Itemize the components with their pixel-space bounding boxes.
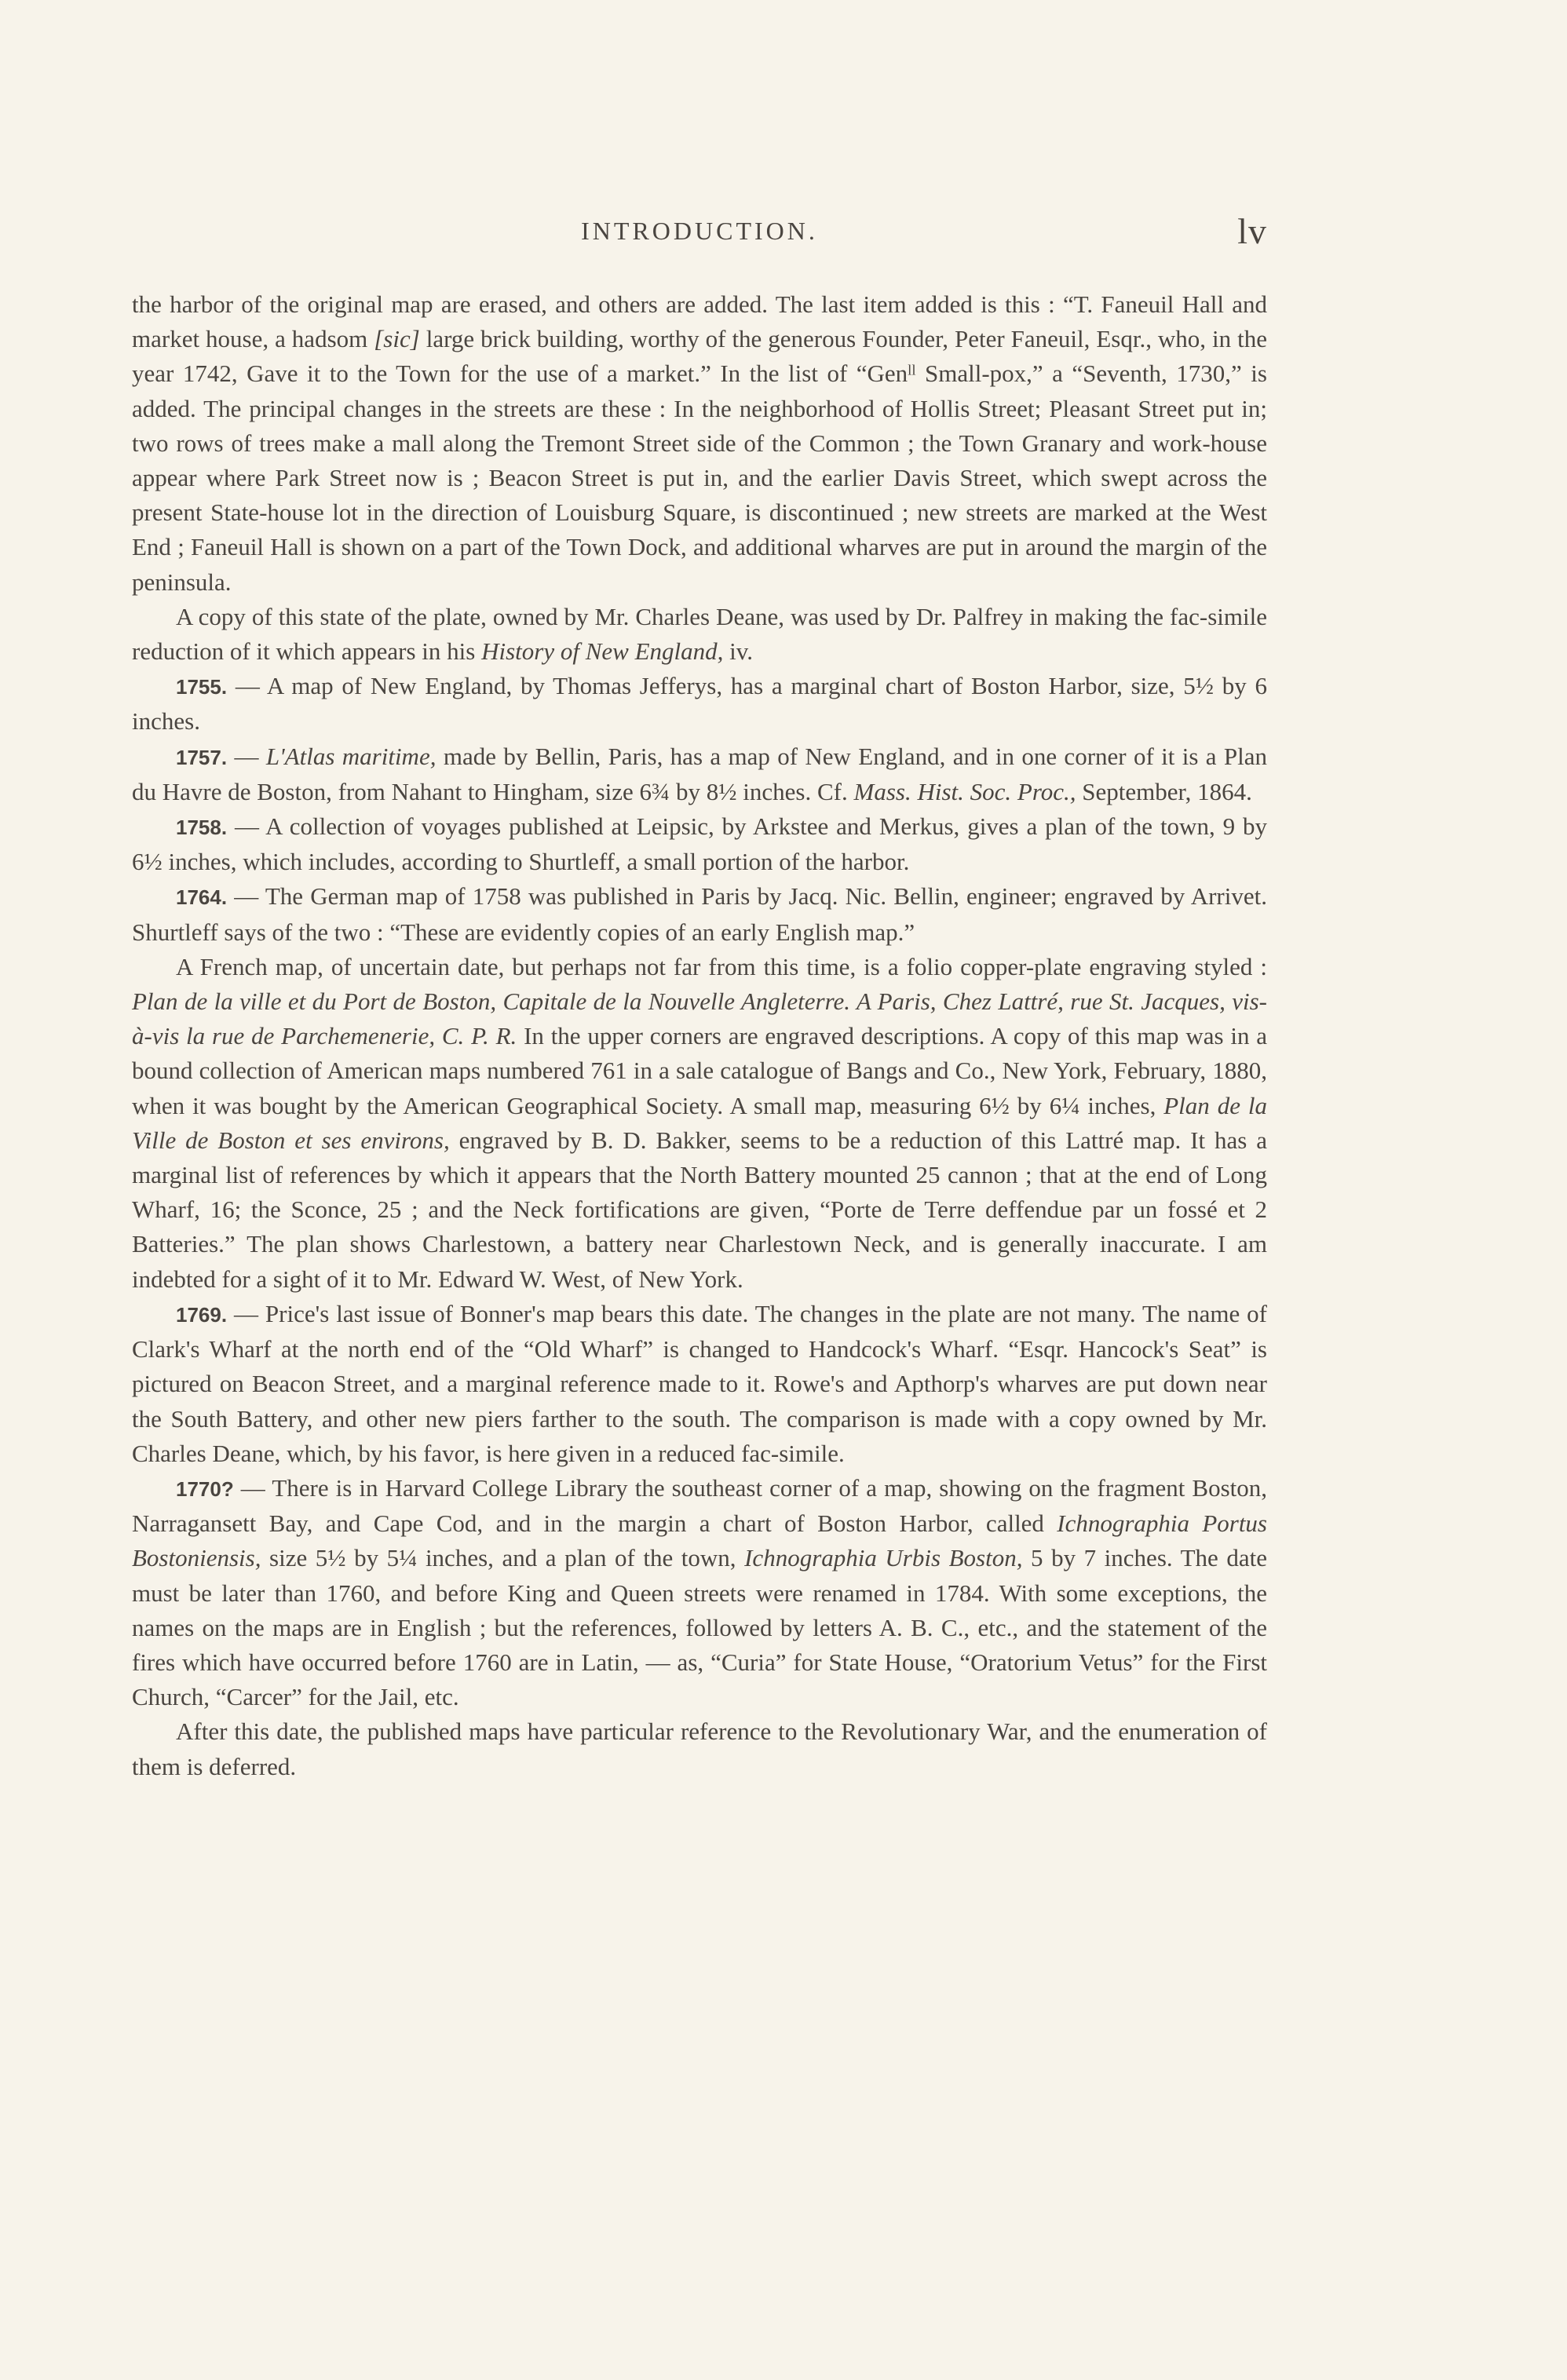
text-run: made by Bellin, Paris, has a map of New England, and in one corner of it is a Plan du Havre de Boston, from Nahant to Hingham, size 6¾ by 8½ inches. Cf. <box>132 742 1268 805</box>
entry-year: 1769. <box>176 1302 228 1327</box>
paragraph <box>132 1297 1267 1471</box>
entry-year: 1755. <box>176 675 228 699</box>
text-run: — Price's last issue of Bonner's map bears this date. The changes in the plate are not many. The name of Clark's Wharf at the north end of the “Old Wharf” is changed to Handcock's Wharf. “Esqr. Hancock's Seat” is pictured on Beacon Street, and a marginal reference made to it. Rowe's and Apthorp's wharves are put down near the South Battery, and other new piers farther to the south. The comparison is made with a copy owned by Mr. Charles Deane, which, by his favor, is here given in a reduced fac-simile. <box>132 1299 1267 1467</box>
text-run: After this date, the published maps have particular reference to the Revolutionary War, and the enumeration of them is deferred. <box>132 1717 1267 1780</box>
text-run: — There is in Harvard College Library the southeast corner of a map, showing on the fragment Boston, Narragansett Bay, and Cape Cod, and in the margin a chart of Boston Harbor, called <box>132 1473 1267 1538</box>
paragraph <box>132 600 1267 669</box>
text-run: A French map, of uncertain date, but perhaps not far from this time, is a folio copper-plate engraving styled : <box>176 952 1267 980</box>
text-run: In the upper corners are engraved descriptions. A copy of this map was in a bound collection of American maps numbered 761 in a sale catalogue of Bangs and Co., New York, February, 1880, when it was bought by the American Geographical Society. A small map, measuring 6½ by 6¼ inches, <box>132 1022 1267 1119</box>
entry-year: 1764. <box>176 885 228 910</box>
paragraph <box>132 287 1267 600</box>
italic-title: Mass. Hist. Soc. Proc., <box>853 777 1076 805</box>
italic-title: L'Atlas maritime, <box>265 742 436 770</box>
paragraph <box>132 879 1267 949</box>
text-run: — <box>227 742 266 770</box>
body-text <box>132 287 1267 1784</box>
italic-title: Plan de la ville et du Port de Boston, Capitale de la Nouvelle Angleterre. A Paris, Chez Lattré, rue St. Jacques, vis-à-vis la rue de Parchemenerie, C. P. R. <box>132 987 1267 1050</box>
text-run: the harbor of the original map are erased, and others are added. The last item added is this : “T. Faneuil Hall and market house, a hadsom <box>132 290 1267 353</box>
paragraph <box>132 739 1267 809</box>
text-run: size 5½ by 5¼ inches, and a plan of the town, <box>261 1544 745 1572</box>
text-run: — A collection of voyages published at Leipsic, by Arkstee and Merkus, gives a plan of the town, 9 by 6½ inches, which includes, according to Shurtleff, a small portion of the harbor. <box>132 812 1267 876</box>
text-run: engraved by B. D. Bakker, seems to be a reduction of this Lattré map. It has a marginal list of references by which it appears that the North Battery mounted 25 cannon ; that at the end of Long Wharf, 16; the Sconce, 25 ; and the Neck fortifications are given, “Porte de Terre deffendue par un fossé et 2 Batteries.” The plan shows Charlestown, a battery near Charlestown Neck, and is generally inaccurate. I am indebted for a sight of it to Mr. Edward W. West, of New York. <box>132 1126 1267 1293</box>
paragraph <box>132 950 1267 1297</box>
text-run: large brick building, worthy of the generous Founder, Peter Faneuil, Esqr., who, in the year 1742, Gave it to the Town for the use of a market.” In the list of “Genˡˡ Small-pox,” a “Seventh, 1730,” is added. The principal changes in the streets are these : In the neighborhood of Hollis Street; Pleasant Street put in; two rows of trees make a mall along the Tremont Street side of the Common ; the Town Granary and work-house appear where Park Street now is ; Beacon Street is put in, and the earlier Davis Street, which swept across the present State-house lot in the direction of Louisburg Square, is discontinued ; new streets are marked at the West End ; Faneuil Hall is shown on a part of the Town Dock, and additional wharves are put in around the margin of the peninsula. <box>132 325 1267 596</box>
text-run: — The German map of 1758 was published in Paris by Jacq. Nic. Bellin, engineer; engraved by Arrivet. Shurtleff says of the two : “These are evidently copies of an early English map.” <box>132 882 1267 946</box>
italic-title: Plan de la Ville de Boston et ses environs, <box>132 1091 1268 1154</box>
italic-title: History of New England, <box>481 637 724 666</box>
italic-title: [sic] <box>374 325 420 353</box>
paragraph <box>132 1471 1267 1714</box>
page-number: lv <box>1237 211 1267 251</box>
italic-title: Ichnographia Portus Bostoniensis, <box>132 1509 1267 1572</box>
text-run: 5 by 7 inches. The date must be later than 1760, and before King and Queen streets were renamed in 1784. With some exceptions, the names on the maps are in English ; but the references, followed by letters A. B. C., etc., and the statement of the fires which have occurred before 1760 are in Latin, — as, “Curia” for State House, “Oratorium Vetus” for the First Church, “Carcer” for the Jail, etc. <box>132 1544 1267 1711</box>
running-head <box>132 210 1267 257</box>
text-run: A copy of this state of the plate, owned by Mr. Charles Deane, was used by Dr. Palfrey in making the fac-simile reduction of it which appears in his <box>132 602 1267 666</box>
paragraph <box>132 1714 1267 1783</box>
paragraph <box>132 669 1267 739</box>
text-run: September, 1864. <box>1076 777 1252 805</box>
running-title: INTRODUCTION. <box>581 217 818 245</box>
entry-year: 1770? <box>176 1477 234 1501</box>
italic-title: Ichnographia Urbis Boston, <box>744 1544 1023 1572</box>
entry-year: 1758. <box>176 816 228 840</box>
paragraph <box>132 809 1267 879</box>
text-run: iv. <box>723 637 753 666</box>
text-run: — A map of New England, by Thomas Jefferys, has a marginal chart of Boston Harbor, size, 5½ by 6 inches. <box>132 672 1267 736</box>
entry-year: 1757. <box>176 745 228 769</box>
